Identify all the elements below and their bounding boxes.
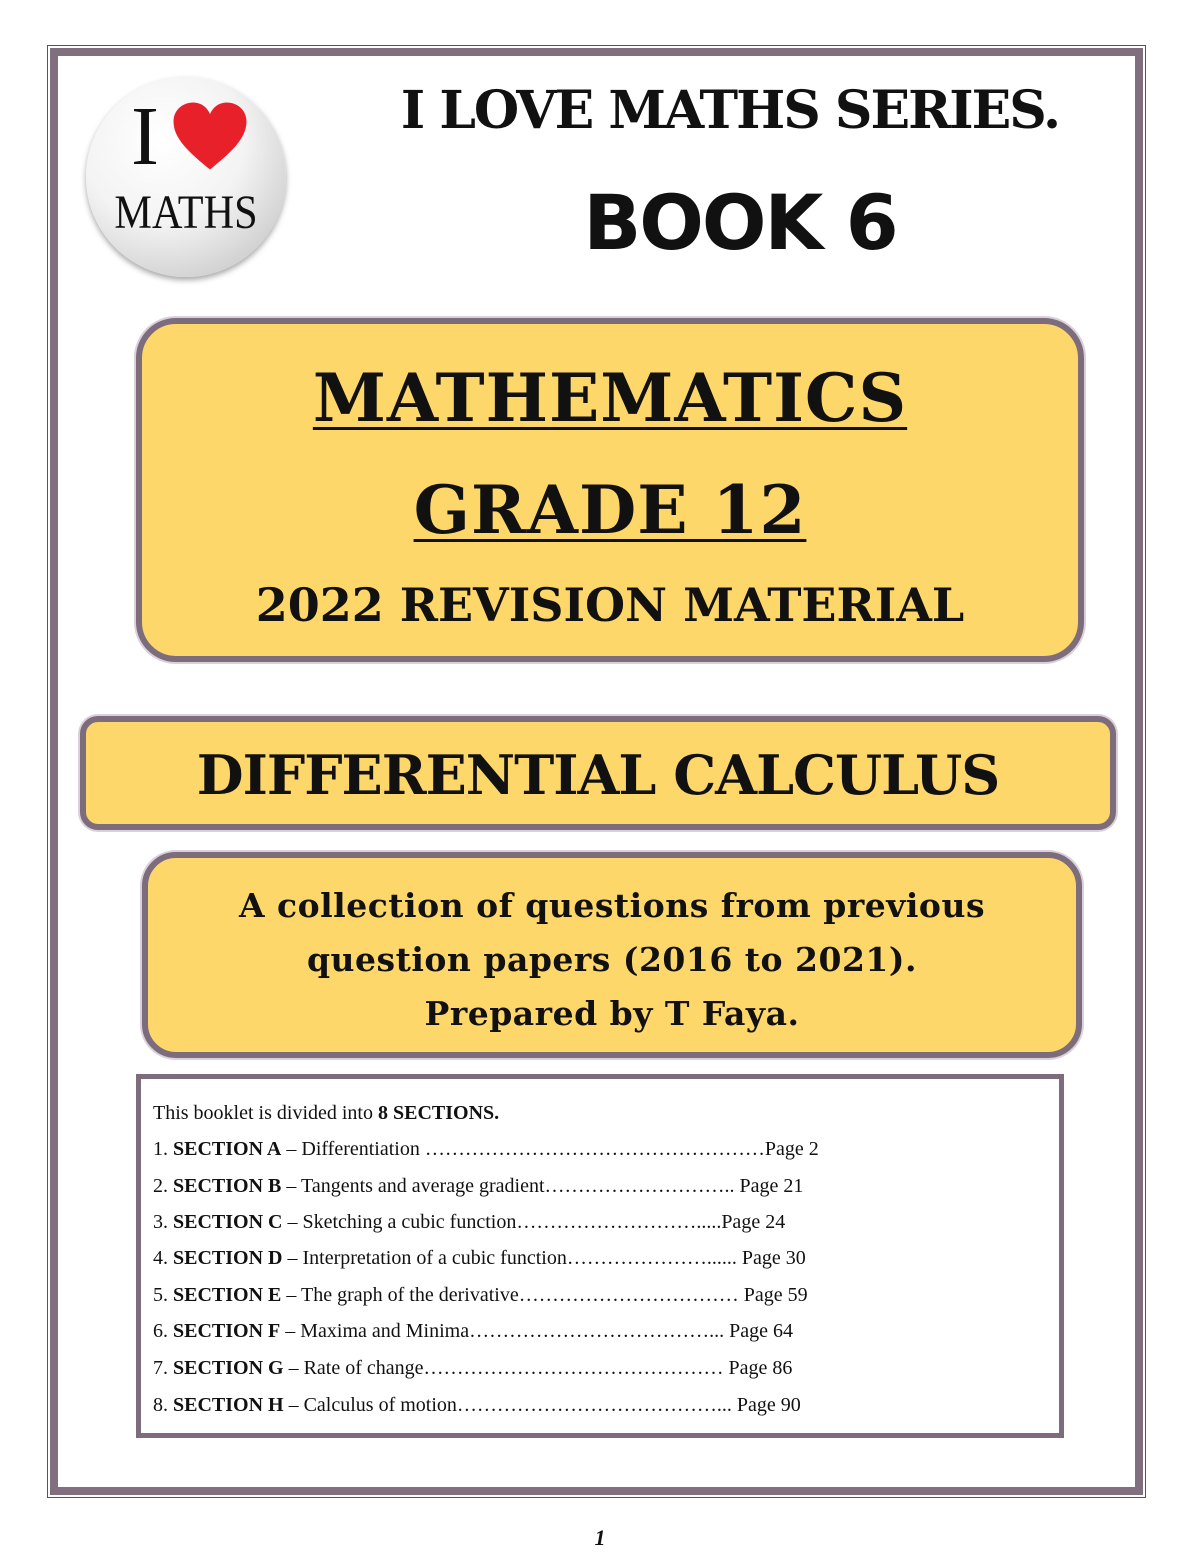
grade-heading: GRADE 12 xyxy=(413,471,807,549)
book-title: BOOK 6 xyxy=(583,178,897,267)
toc-item-section-a: 1. SECTION A – Differentiation ……………………………………………Page 2 xyxy=(153,1138,819,1160)
revision-material-heading: 2022 REVISION MATERIAL xyxy=(255,578,965,632)
toc-item-section-b: 2. SECTION B – Tangents and average gradient……………………….. Page 21 xyxy=(153,1175,804,1197)
contents-box xyxy=(136,1074,1064,1438)
toc-item-section-g: 7. SECTION G – Rate of change……………………………………… Page 86 xyxy=(153,1357,793,1379)
subject-heading: MATHEMATICS xyxy=(312,359,908,437)
heart-icon xyxy=(172,101,248,171)
toc-item-section-e: 5. SECTION E – The graph of the derivative…………………………… Page 59 xyxy=(153,1284,808,1306)
contents-intro xyxy=(153,1101,499,1125)
subject-panel xyxy=(136,318,1084,662)
topic-panel xyxy=(80,716,1116,830)
logo-word-maths: MATHS xyxy=(114,186,258,239)
topic-heading: DIFFERENTIAL CALCULUS xyxy=(196,743,1000,807)
contents-intro-text: This booklet is divided into xyxy=(153,1102,378,1124)
description-line-3: Prepared by T Faya. xyxy=(424,994,800,1033)
description-line-2: question papers (2016 to 2021). xyxy=(306,940,918,979)
toc-item-section-h: 8. SECTION H – Calculus of motion…………………………………... Page 90 xyxy=(153,1394,801,1416)
series-title: I LOVE MATHS SERIES. xyxy=(400,80,1060,141)
toc-item-section-f: 6. SECTION F – Maxima and Minima………………………………... Page 64 xyxy=(153,1320,793,1342)
logo-letter-i: I xyxy=(131,90,159,183)
description-line-1: A collection of questions from previous xyxy=(238,886,986,925)
page-number: 1 xyxy=(594,1525,606,1550)
toc-item-section-c: 3. SECTION C – Sketching a cubic function……………………….....Page 24 xyxy=(153,1211,786,1233)
description-panel xyxy=(142,852,1082,1058)
toc-item-section-d: 4. SECTION D – Interpretation of a cubic function…………………...... Page 30 xyxy=(153,1247,806,1269)
i-love-maths-logo xyxy=(86,77,286,277)
contents-intro-count: 8 SECTIONS. xyxy=(378,1102,500,1124)
